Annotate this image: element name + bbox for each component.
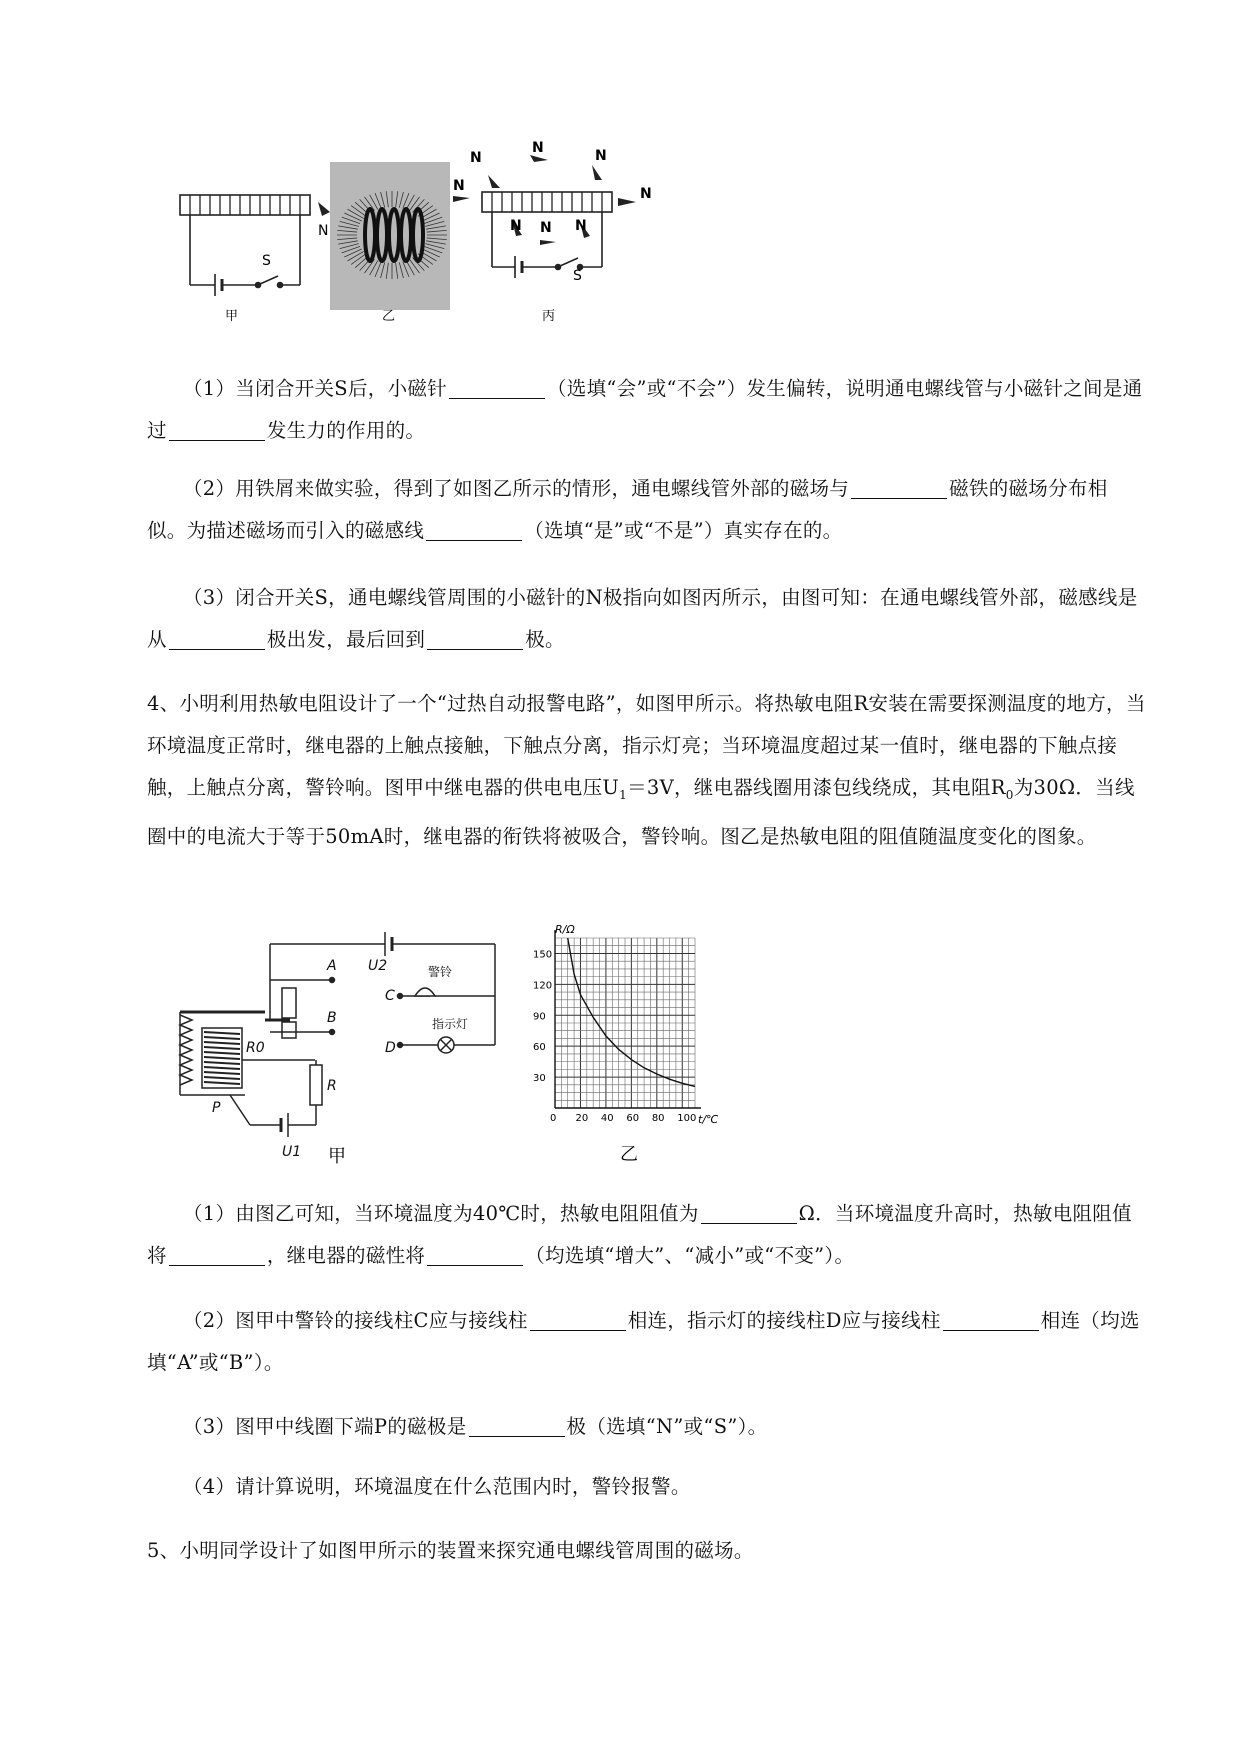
north-label: N bbox=[640, 186, 652, 202]
q4-part2: （2）图甲中警铃的接线柱C应与接线柱 相连，指示灯的接线柱D应与接线柱 相连（均选填“A”或“B”）。 bbox=[147, 1309, 1140, 1374]
switch-label: S bbox=[262, 253, 271, 269]
lamp-label: 指示灯 bbox=[432, 1017, 469, 1031]
u2-label: U2 bbox=[368, 958, 388, 974]
answer-blank[interactable] bbox=[427, 1244, 523, 1266]
north-label: N bbox=[595, 148, 607, 164]
figure-label-jia: 甲 bbox=[328, 1146, 346, 1167]
x-tick-label: 100 bbox=[677, 1113, 697, 1124]
north-label: N bbox=[470, 150, 482, 166]
figure-yi-iron-filings bbox=[330, 162, 450, 324]
y-tick-label: 30 bbox=[533, 1073, 546, 1085]
north-label: N bbox=[540, 220, 552, 236]
north-label: N bbox=[575, 218, 587, 234]
y-axis-label: R/Ω bbox=[555, 923, 575, 936]
x-tick-label: 40 bbox=[600, 1113, 614, 1124]
switch-label: S bbox=[573, 268, 582, 284]
answer-blank[interactable] bbox=[169, 628, 265, 650]
figure-label-bing: 丙 bbox=[542, 309, 556, 324]
u1-label: U1 bbox=[282, 1144, 302, 1160]
terminal-a-label: A bbox=[327, 958, 337, 974]
answer-blank[interactable] bbox=[449, 377, 545, 399]
terminal-d-label: D bbox=[385, 1040, 396, 1056]
q4-part4: （4）请计算说明，环境温度在什么范围内时，警铃报警。 bbox=[183, 1475, 691, 1498]
answer-blank[interactable] bbox=[426, 519, 522, 541]
r-label: R bbox=[327, 1078, 337, 1094]
terminal-c-label: C bbox=[385, 988, 395, 1004]
compass-needle-icon bbox=[318, 202, 330, 216]
x-tick-label: 60 bbox=[626, 1113, 640, 1124]
answer-blank[interactable] bbox=[469, 1415, 565, 1437]
bell-label: 警铃 bbox=[428, 965, 453, 979]
answer-blank[interactable] bbox=[169, 1244, 265, 1266]
answer-blank[interactable] bbox=[530, 1309, 626, 1331]
figure-label-jia: 甲 bbox=[225, 309, 239, 324]
y-tick-label: 60 bbox=[533, 1042, 546, 1054]
q3-part1: （1）当闭合开关S后，小磁针 （选填“会”或“不会”）发生偏转，说明通电螺线管与小磁针之间是通过 发生力的作用的。 bbox=[147, 377, 1143, 442]
north-label: N bbox=[318, 223, 329, 239]
x-tick-label: 80 bbox=[651, 1113, 665, 1124]
q4-part3: （3）图甲中线圈下端P的磁极是 极（选填“N”或“S”）。 bbox=[183, 1415, 768, 1438]
p-label: P bbox=[212, 1100, 221, 1116]
north-label: N bbox=[532, 140, 544, 156]
magnet-figure bbox=[170, 140, 730, 335]
x-tick-label: 20 bbox=[575, 1113, 589, 1124]
answer-blank[interactable] bbox=[943, 1309, 1039, 1331]
y-tick-label: 120 bbox=[533, 980, 553, 992]
q3-part2: （2）用铁屑来做实验，得到了如图乙所示的情形，通电螺线管外部的磁场与 磁铁的磁场分布相似。为描述磁场而引入的磁感线 （选填“是”或“不是”）真实存在的。 bbox=[147, 477, 1108, 542]
north-label: N bbox=[510, 218, 522, 234]
y-tick-label: 90 bbox=[533, 1011, 546, 1023]
q4-intro: 4、小明利用热敏电阻设计了一个“过热自动报警电路”，如图甲所示。将热敏电阻R安装在需要探测温度的地方，当环境温度正常时，继电器的上触点接触，下触点分离，指示灯亮；当环境温度超过某一值时，继电器的下触点接触，上触点分离，警铃响。图甲中继电器的供电电压$U_1=3V$，继电器线圈用漆包线绕成，其电阻$R_0$为30Ω．当线圈中的电流大于等于50mA时，继电器的衔铁将被吸合，警铃响。图乙是热敏电阻的阻值随温度变化的图象。 bbox=[147, 692, 1146, 848]
answer-blank[interactable] bbox=[427, 628, 523, 650]
figure-label-yi: 乙 bbox=[620, 1144, 638, 1165]
q5-intro: 5、小明同学设计了如图甲所示的装置来探究通电螺线管周围的磁场。 bbox=[147, 1539, 754, 1562]
answer-blank[interactable] bbox=[169, 419, 265, 441]
q3-part3: （3）闭合开关S，通电螺线管周围的小磁针的N极指向如图丙所示，由图可知：在通电螺线管外部，磁感线是从 极出发，最后回到 极。 bbox=[147, 586, 1138, 651]
r0-label: R0 bbox=[246, 1040, 265, 1056]
q4-part1: （1）由图乙可知，当环境温度为40℃时，热敏电阻阻值为 Ω．当环境温度升高时，热敏电阻阻值将 ，继电器的磁性将 （均选填“增大”、“减小”或“不变”）。 bbox=[147, 1202, 1132, 1267]
terminal-b-label: B bbox=[327, 1010, 337, 1026]
x-tick-label: 0 bbox=[550, 1113, 557, 1124]
figure-label-yi: 乙 bbox=[382, 309, 396, 324]
answer-blank[interactable] bbox=[851, 477, 947, 499]
x-axis-label: t/℃ bbox=[698, 1113, 719, 1126]
resistance-chart bbox=[520, 918, 740, 1168]
north-label: N bbox=[453, 178, 465, 194]
answer-blank[interactable] bbox=[701, 1202, 797, 1224]
y-tick-label: 150 bbox=[533, 949, 553, 961]
alarm-circuit-figure bbox=[170, 920, 510, 1170]
